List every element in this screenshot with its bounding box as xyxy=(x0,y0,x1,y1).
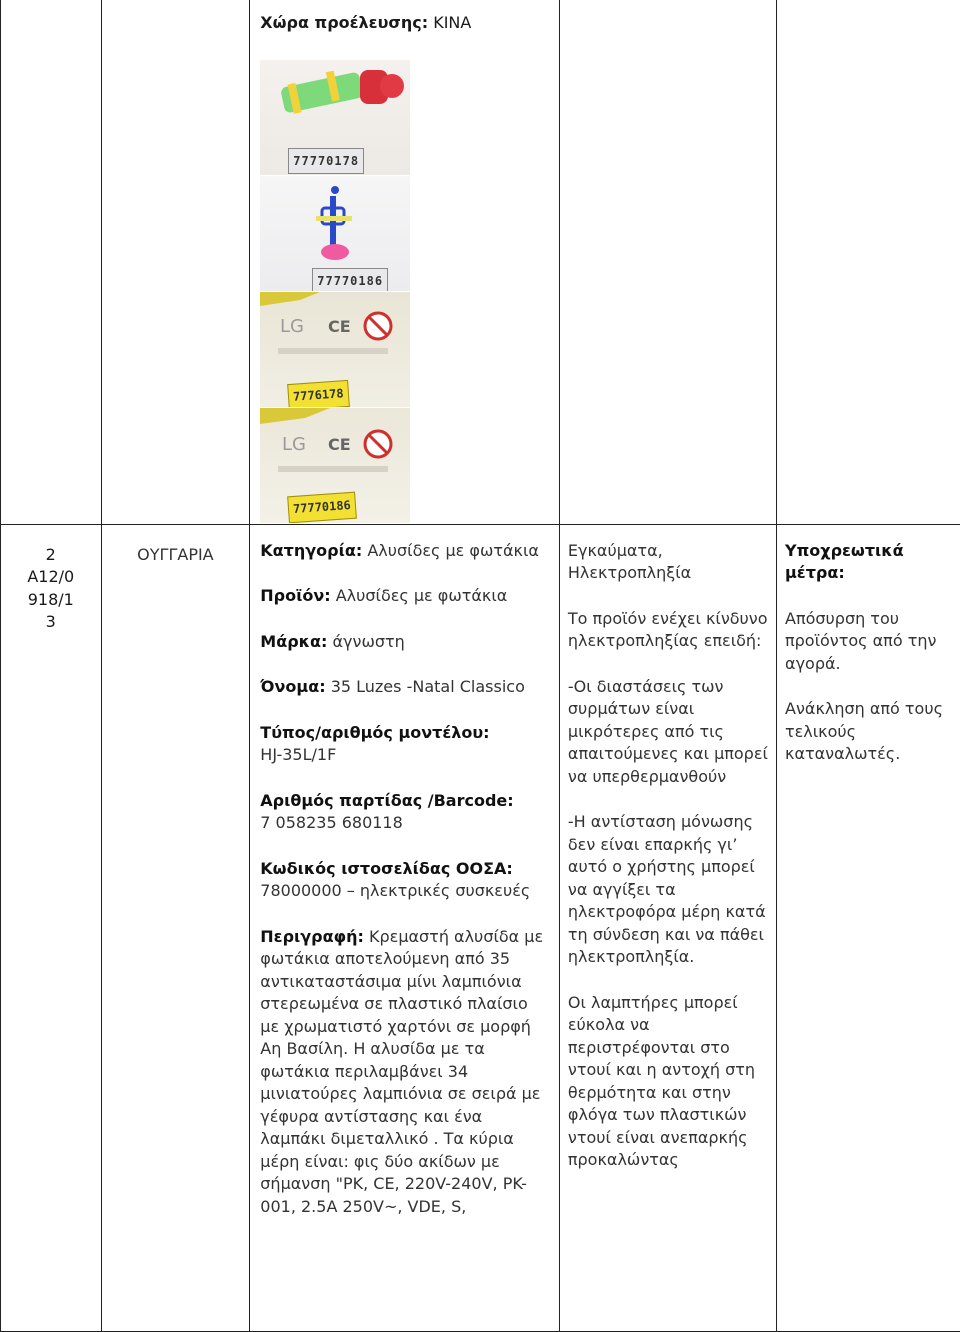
entry-id-cell xyxy=(1,524,102,1331)
product-photo-4 xyxy=(260,408,410,524)
entry-id-line: 3 xyxy=(1,611,101,634)
risk-paragraph: -Η αντίσταση μόνωσης δεν είναι επαρκής γι’ αυτό ο χρήστης μπορεί να αγγίξει τα ηλεκτροφόρα μέρη κατά τη σύνδεση και να πάθει ηλεκτροπληξία. xyxy=(568,811,768,969)
field-label: Κωδικός ιστοσελίδας ΟΟΣΑ: xyxy=(260,859,513,878)
measures-cell xyxy=(777,524,960,1331)
svg-text:CE: CE xyxy=(328,435,351,454)
origin-label: Χώρα προέλευσης: xyxy=(260,13,428,32)
svg-text:LG: LG xyxy=(280,316,304,337)
risk-type: Εγκαύματα, Ηλεκτροπληξία xyxy=(568,540,768,585)
product-photo-2 xyxy=(260,176,410,292)
field-label: Περιγραφή: xyxy=(260,927,364,946)
empty-cell xyxy=(101,0,250,524)
origin-value: ΚΙΝΑ xyxy=(433,13,471,32)
field-value: Αλυσίδες με φωτάκια xyxy=(367,541,539,560)
risk-paragraph: -Οι διαστάσεις των συρμάτων είναι μικρότερες από τις απαιτούμενες και μπορεί να υπερθερμανθούν xyxy=(568,676,768,789)
field-label: Αριθμός παρτίδας /Barcode: xyxy=(260,791,513,810)
field-name xyxy=(260,676,551,699)
entry-id-line: 2 xyxy=(1,544,101,567)
field-model xyxy=(260,722,551,767)
ce-mark-icon: CE xyxy=(328,317,351,336)
product-photo-1 xyxy=(260,60,410,176)
risk-paragraph: Το προϊόν ενέχει κίνδυνο ηλεκτροπληξίας επειδή: xyxy=(568,608,768,653)
field-label: Μάρκα: xyxy=(260,632,327,651)
entry-id-line: 918/1 xyxy=(1,589,101,612)
origin-cell xyxy=(250,0,560,524)
notifying-country: ΟΥΓΓΑΡΙΑ xyxy=(137,545,213,564)
empty-cell xyxy=(559,0,776,524)
field-label: Όνομα: xyxy=(260,677,325,696)
field-value: άγνωστη xyxy=(333,632,405,651)
measure-item: Απόσυρση του προϊόντος από την αγορά. xyxy=(785,608,954,676)
empty-cell xyxy=(1,0,102,524)
field-category xyxy=(260,540,551,563)
field-product xyxy=(260,585,551,608)
svg-text:LG: LG xyxy=(282,434,306,455)
image-row xyxy=(1,0,960,524)
measure-item: Ανάκληση από τους τελικούς καταναλωτές. xyxy=(785,698,954,766)
photo-label-2: 77770186 xyxy=(312,268,388,292)
field-value: Κρεμαστή αλυσίδα με φωτάκια αποτελούμενη από 35 αντικαταστάσιμα μίνι λαμπιόνια στερεωμένα σε πλαστικό πλαίσιο με χρωματιστό χαρτόνι σε μορφή Αη Βασίλη. Η αλυσίδα με τα φωτάκια περιλαμβάνει 34 μινιατούρες λαμπιόνια σε σειρά με γέφυρα αντίστασης και ένα λαμπάκι διμεταλλικό . Τα κύρια μέρη είναι: φις δύο ακίδων με σήμανση "PK, CE, 220V-240V, PK-001, 2.5A 250V~, VDE, S, xyxy=(260,927,543,1216)
field-label: Προϊόν: xyxy=(260,586,330,605)
field-oecd-code xyxy=(260,858,551,903)
photo-label-1: 77770178 xyxy=(288,148,364,175)
entry-row xyxy=(1,524,960,1331)
risk-paragraph: Οι λαμπτήρες μπορεί εύκολα να περιστρέφονται στο ντουί και η αντοχή στη θερμότητα και στην φλόγα των πλαστικών ντουί είναι ανεπαρκής προκαλώντας xyxy=(568,992,768,1172)
field-label: Τύπος/αριθμός μοντέλου: xyxy=(260,723,489,742)
measures-heading xyxy=(785,540,954,585)
product-details-cell xyxy=(250,524,560,1331)
field-value: 35 Luzes -Natal Classico xyxy=(331,677,525,696)
notifying-country-cell xyxy=(101,524,250,1331)
origin-line xyxy=(260,12,549,35)
measures-label: Υποχρεωτικά μέτρα: xyxy=(785,541,904,583)
photo-label-3: 7776178 xyxy=(287,379,349,407)
field-value: Αλυσίδες με φωτάκια xyxy=(336,586,508,605)
empty-cell xyxy=(777,0,960,524)
entry-id-line: Α12/0 xyxy=(1,566,101,589)
product-photo-3 xyxy=(260,292,410,408)
photo-label-4: 77770186 xyxy=(287,491,356,522)
field-value: 7 058235 680118 xyxy=(260,813,403,832)
field-barcode xyxy=(260,790,551,835)
risk-cell xyxy=(559,524,776,1331)
field-value: 78000000 – ηλεκτρικές συσκευές xyxy=(260,881,530,900)
product-photos xyxy=(260,60,410,524)
field-brand xyxy=(260,631,551,654)
field-description xyxy=(260,926,551,1219)
field-label: Κατηγορία: xyxy=(260,541,362,560)
field-value: HJ-35L/1F xyxy=(260,745,336,764)
